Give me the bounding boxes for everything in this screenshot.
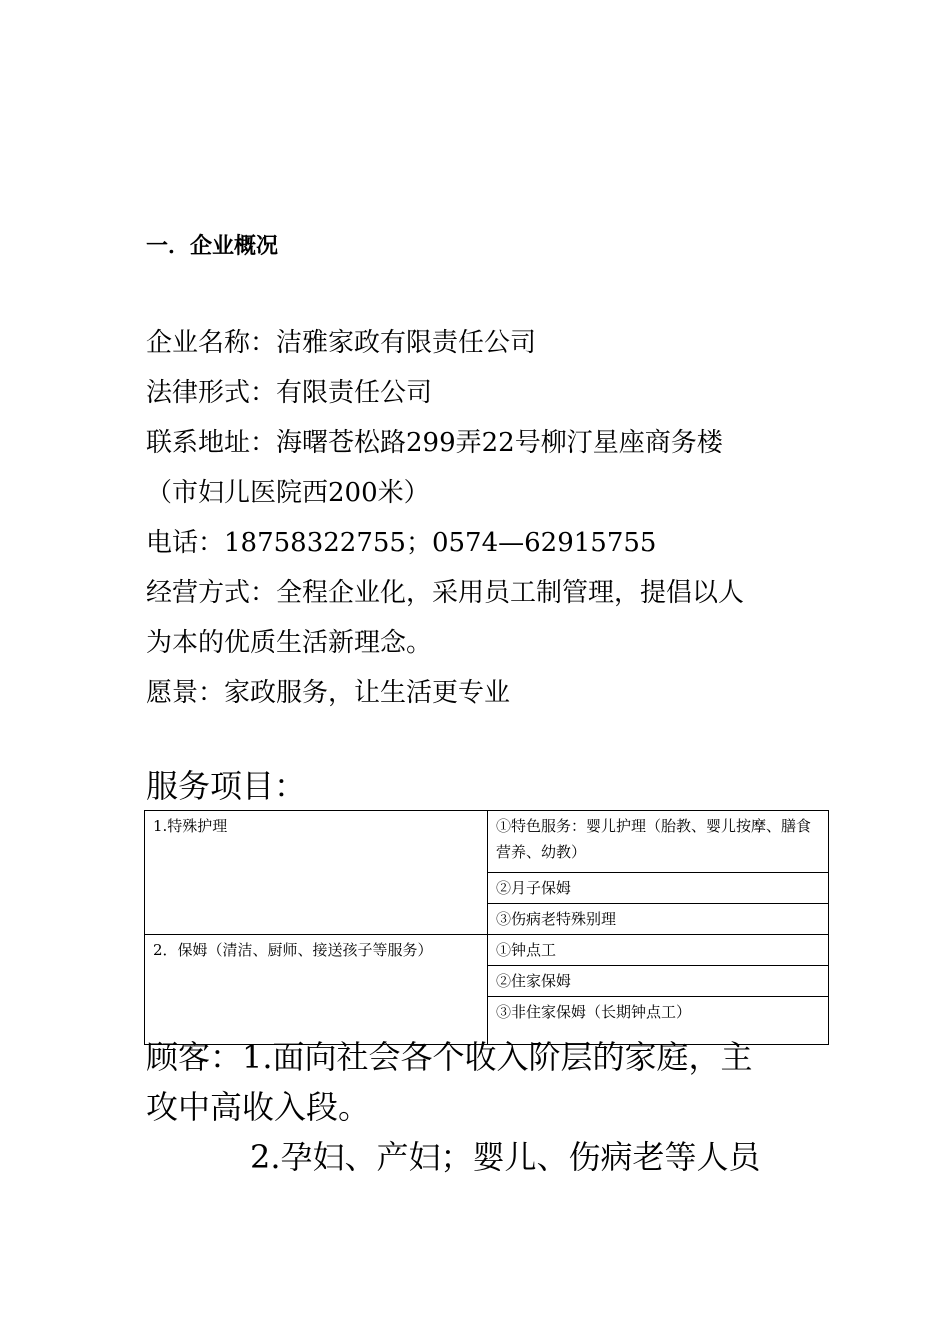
customers-line-1: 顾客：1.面向社会各个收入阶层的家庭，主 [146,1038,753,1076]
services-title: 服务项目： [146,767,307,805]
legal-form: 法律形式：有限责任公司 [146,378,433,408]
address-line-2: （市妇儿医院西200米） [146,478,430,508]
service-item: ①特色服务：婴儿护理（胎教、婴儿按摩、膳食营养、幼教） [488,811,829,873]
address-line-1: 联系地址：海曙苍松路299弄22号柳汀星座商务楼 [146,428,723,458]
service-item: ③非住家保姆（长期钟点工） [488,997,829,1045]
service-item: ①钟点工 [488,935,829,966]
section-heading: 一．企业概况 [146,234,279,259]
customers-section [146,1032,826,1182]
service-group-special-care: 1.特殊护理 [145,811,488,935]
company-name: 企业名称：洁雅家政有限责任公司 [146,328,537,358]
company-info [146,318,826,718]
vision: 愿景：家政服务，让生活更专业 [146,678,511,708]
table-row [145,935,829,966]
service-item: ③伤病老特殊别理 [488,904,829,935]
customers-line-2: 攻中高收入段。 [146,1088,371,1126]
business-mode-line-1: 经营方式：全程企业化，采用员工制管理，提倡以人 [146,578,745,608]
services-table [144,810,829,1045]
phone: 电话：18758322755；0574—62915755 [146,528,657,558]
table-row [145,811,829,873]
customers-line-3: 2.孕妇、产妇；婴儿、伤病老等人员 [250,1138,761,1176]
service-item: ②住家保姆 [488,966,829,997]
service-group-nanny: 2．保姆（清洁、厨师、接送孩子等服务） [145,935,488,1045]
service-item: ②月子保姆 [488,873,829,904]
business-mode-line-2: 为本的优质生活新理念。 [146,628,433,658]
